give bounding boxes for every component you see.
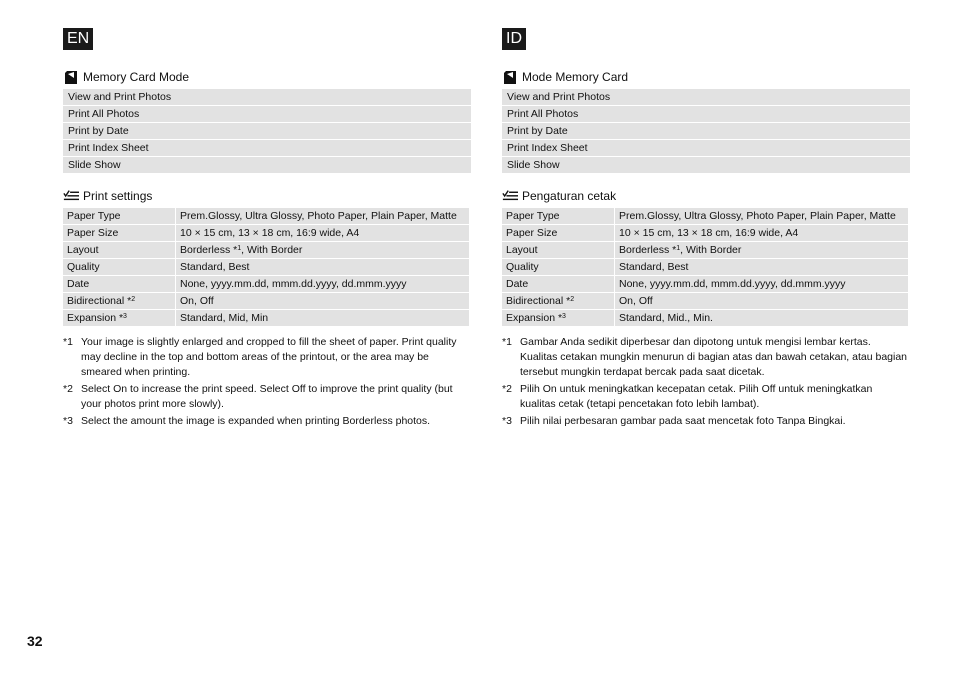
setting-row: [63, 242, 469, 258]
setting-row: [63, 259, 469, 275]
menu-row: [63, 140, 471, 156]
setting-value: Standard, Mid., Min.: [615, 310, 908, 326]
memory-card-menu-table: [502, 88, 910, 174]
setting-name: Quality: [502, 259, 614, 275]
setting-value: Standard, Mid, Min: [176, 310, 469, 326]
footnote: [63, 382, 471, 412]
setting-row: [502, 259, 908, 275]
footnote: [63, 335, 471, 380]
setting-name: Paper Size: [502, 225, 614, 241]
setting-value: None, yyyy.mm.dd, mmm.dd.yyyy, dd.mmm.yyyy: [176, 276, 469, 292]
memory-card-mode-heading: [502, 68, 910, 86]
settings-checklist-icon: [502, 188, 518, 204]
menu-row: [63, 89, 471, 105]
setting-value: Standard, Best: [176, 259, 469, 275]
menu-row: [63, 157, 471, 173]
footnote-text: Pilih On untuk meningkatkan kecepatan cetak. Pilih Off untuk meningkatkan kualitas cetak (tetapi pencetakan foto lebih lambat).: [520, 383, 873, 410]
column-id: [502, 28, 910, 431]
menu-item: View and Print Photos: [502, 89, 910, 105]
footnote-text: Select On to increase the print speed. Select Off to improve the print quality (but your photos print more slowly).: [81, 383, 453, 410]
setting-name: Bidirectional *$^2$: [63, 293, 175, 309]
setting-name: Date: [502, 276, 614, 292]
print-settings-title: Pengaturan cetak: [522, 189, 617, 203]
menu-row: [502, 157, 910, 173]
setting-row: [63, 310, 469, 326]
setting-row: [63, 293, 469, 309]
setting-name: Paper Type: [502, 208, 614, 224]
menu-row: [63, 123, 471, 139]
footnote-text: Select the amount the image is expanded when printing Borderless photos.: [81, 415, 431, 427]
setting-value: Prem.Glossy, Ultra Glossy, Photo Paper, Plain Paper, Matte: [615, 208, 908, 224]
setting-name: Layout: [502, 242, 614, 258]
menu-row: [502, 106, 910, 122]
setting-name: Quality: [63, 259, 175, 275]
setting-value: Standard, Best: [615, 259, 908, 275]
memory-card-mode-heading: [63, 68, 471, 86]
menu-row: [502, 89, 910, 105]
footnote-marker: *3: [502, 415, 512, 427]
menu-row: [63, 106, 471, 122]
setting-name: Paper Type: [63, 208, 175, 224]
setting-row: [502, 276, 908, 292]
menu-item: Print by Date: [63, 123, 471, 139]
menu-item: Print All Photos: [502, 106, 910, 122]
footnote-text: Gambar Anda sedikit diperbesar dan dipotong untuk mengisi lembar kertas. Kualitas cetakan mungkin menurun di bagian atas dan bawah cetakan, atau bagian tersebut mungkin terdapat bercak pada saat dicetak.: [520, 336, 908, 378]
memory-card-icon: [502, 69, 518, 85]
setting-row: [502, 225, 908, 241]
setting-value: 10 × 15 cm, 13 × 18 cm, 16:9 wide, A4: [615, 225, 908, 241]
setting-name: Paper Size: [63, 225, 175, 241]
setting-name: Expansion *$^3$: [502, 310, 614, 326]
setting-row: [63, 208, 469, 224]
setting-value: 10 × 15 cm, 13 × 18 cm, 16:9 wide, A4: [176, 225, 469, 241]
menu-item: Slide Show: [502, 157, 910, 173]
footnote-marker: *1: [63, 336, 73, 348]
settings-checklist-icon: [63, 188, 79, 204]
setting-row: [502, 208, 908, 224]
memory-card-icon: [63, 69, 79, 85]
menu-row: [502, 123, 910, 139]
setting-value: On, Off: [615, 293, 908, 309]
column-en: [63, 28, 471, 431]
setting-row: [63, 225, 469, 241]
menu-item: View and Print Photos: [63, 89, 471, 105]
setting-name: Date: [63, 276, 175, 292]
setting-value: Prem.Glossy, Ultra Glossy, Photo Paper, Plain Paper, Matte: [176, 208, 469, 224]
footnote: [502, 414, 910, 429]
footnote-marker: *2: [63, 383, 73, 395]
language-tag: EN: [63, 28, 93, 50]
setting-name: Expansion *$^3$: [63, 310, 175, 326]
footnote-marker: *3: [63, 415, 73, 427]
setting-row: [502, 293, 908, 309]
memory-card-mode-title: Memory Card Mode: [83, 70, 190, 84]
print-settings-table: [501, 207, 909, 327]
footnote: [502, 335, 910, 380]
footnote-marker: *2: [502, 383, 512, 395]
print-settings-table: [62, 207, 470, 327]
page-number: 32: [27, 633, 43, 649]
setting-value: On, Off: [176, 293, 469, 309]
footnote: [502, 382, 910, 412]
menu-item: Print by Date: [502, 123, 910, 139]
memory-card-mode-title: Mode Memory Card: [522, 70, 629, 84]
setting-row: [502, 310, 908, 326]
menu-item: Print Index Sheet: [502, 140, 910, 156]
memory-card-menu-table: [63, 88, 471, 174]
language-tag: ID: [502, 28, 526, 50]
menu-item: Slide Show: [63, 157, 471, 173]
print-settings-heading: [502, 187, 910, 205]
footnote-marker: *1: [502, 336, 512, 348]
footnotes: [502, 335, 910, 429]
print-settings-heading: [63, 187, 471, 205]
print-settings-title: Print settings: [83, 189, 153, 203]
setting-value: None, yyyy.mm.dd, mmm.dd.yyyy, dd.mmm.yyyy: [615, 276, 908, 292]
footnote-text: Your image is slightly enlarged and cropped to fill the sheet of paper. Print quality may decline in the top and bottom areas of the printout, or the area may be smeared when printing.: [81, 336, 457, 378]
setting-row: [63, 276, 469, 292]
footnote: [63, 414, 471, 429]
setting-value: Borderless *$^1$, With Border: [615, 242, 908, 258]
setting-row: [502, 242, 908, 258]
setting-name: Bidirectional *$^2$: [502, 293, 614, 309]
setting-value: Borderless *$^1$, With Border: [176, 242, 469, 258]
footnote-text: Pilih nilai perbesaran gambar pada saat mencetak foto Tanpa Bingkai.: [520, 415, 846, 427]
footnotes: [63, 335, 471, 429]
menu-item: Print All Photos: [63, 106, 471, 122]
menu-item: Print Index Sheet: [63, 140, 471, 156]
menu-row: [502, 140, 910, 156]
setting-name: Layout: [63, 242, 175, 258]
